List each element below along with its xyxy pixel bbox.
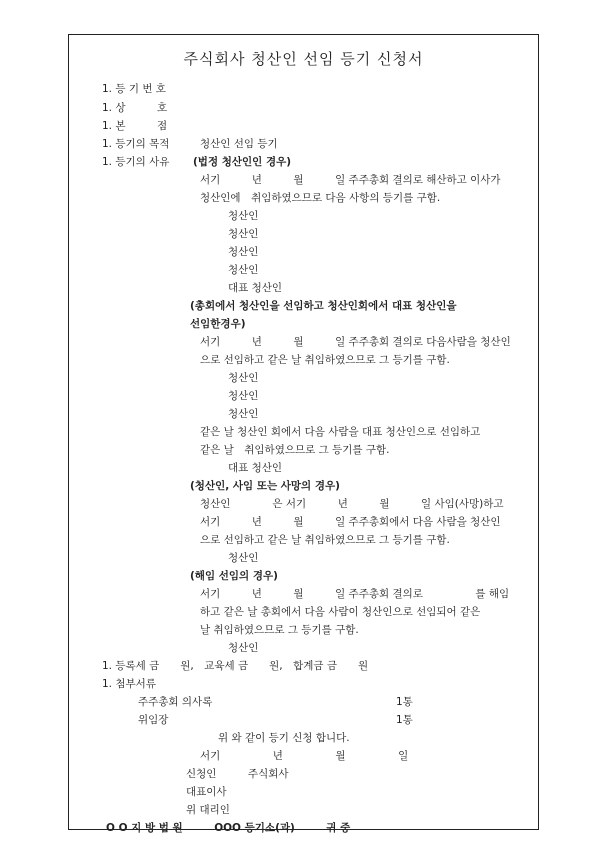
attachment-count: 1통	[396, 714, 413, 726]
attachment-count: 1통	[396, 696, 413, 708]
statutory-case-line: 서기 년 월 일 주주총회 결의로 해산하고 이사가	[200, 174, 501, 186]
elected-case-line: 으로 선임하고 같은 날 취임하였으므로 그 등기를 구함.	[200, 354, 450, 366]
dismiss-case-heading: (해임 선임의 경우)	[190, 570, 278, 582]
resign-case-line: 으로 선임하고 같은 날 취임하였으므로 그 등기를 구함.	[200, 534, 450, 546]
representative-liquidator-line: 대표 청산인	[228, 462, 283, 474]
head-office-label: 1. 본 점	[102, 120, 168, 132]
dismiss-case-line: 서기 년 월 일 주주총회 결의로 를 해임	[200, 588, 510, 600]
representative-liquidator-line: 대표 청산인	[228, 282, 283, 294]
purpose-value: 청산인 선임 등기	[200, 138, 278, 150]
resign-case-line: 청산인 은 서기 년 월 일 사임(사망)하고	[200, 498, 504, 510]
trade-name-label: 1. 상 호	[102, 102, 168, 114]
statutory-case-line: 청산인에 취임하였으므로 다음 사항의 등기를 구함.	[200, 192, 441, 204]
representative-director-line: 대표이사	[186, 786, 227, 798]
elected-case-line: 서기 년 월 일 주주총회 결의로 다음사람을 청산인	[200, 336, 511, 348]
applicant-line: 신청인 주식회사	[186, 768, 289, 780]
application-statement: 위 와 같이 등기 신청 합니다.	[218, 732, 350, 744]
resign-case-heading: (청산인, 사임 또는 사망의 경우)	[190, 480, 340, 492]
liquidator-name-line: 청산인	[228, 372, 259, 384]
elected-case-line: 같은 날 취임하였으므로 그 등기를 구함.	[200, 444, 390, 456]
liquidator-name-line: 청산인	[228, 390, 259, 402]
application-date: 서기 년 월 일	[200, 750, 409, 762]
dismiss-case-line: 날 취임하였으므로 그 등기를 구함.	[200, 624, 359, 636]
liquidator-name-line: 청산인	[228, 246, 259, 258]
elected-case-line: 같은 날 청산인 회에서 다음 사람을 대표 청산인으로 선임하고	[200, 426, 481, 438]
document-title: 주식회사 청산인 선임 등기 신청서	[183, 50, 424, 68]
registration-number-label: 1. 등 기 번 호	[102, 83, 166, 95]
resign-case-line: 서기 년 월 일 주주총회에서 다음 사람을 청산인	[200, 516, 501, 528]
liquidator-name-line: 청산인	[228, 264, 259, 276]
agent-line: 위 대리인	[186, 804, 230, 816]
attachment-name: 위임장	[138, 714, 169, 726]
liquidator-name-line: 청산인	[228, 408, 259, 420]
reason-label: 1. 등기의 사유	[102, 156, 170, 168]
dismiss-case-line: 하고 같은 날 총회에서 다음 사람이 청산인으로 선임되어 같은	[200, 606, 481, 618]
attachments-label: 1. 첨부서류	[102, 678, 156, 690]
attachment-name: 주주총회 의사록	[138, 696, 213, 708]
elected-case-heading: (총회에서 청산인을 선임하고 청산인회에서 대표 청산인을	[190, 300, 457, 312]
liquidator-name-line: 청산인	[228, 210, 259, 222]
liquidator-name-line: 청산인	[228, 552, 259, 564]
statutory-case-heading: (법정 청산인인 경우)	[193, 156, 292, 168]
elected-case-heading: 선임한경우)	[190, 318, 246, 330]
tax-amounts-line: 1. 등록세 금 원, 교육세 금 원, 합계금 금 원	[102, 660, 369, 672]
purpose-label: 1. 등기의 목적	[102, 138, 170, 150]
liquidator-name-line: 청산인	[228, 642, 259, 654]
liquidator-name-line: 청산인	[228, 228, 259, 240]
court-addressee: O O 지 방 법 원 OOO 등기소(과) 귀 중	[106, 822, 351, 834]
